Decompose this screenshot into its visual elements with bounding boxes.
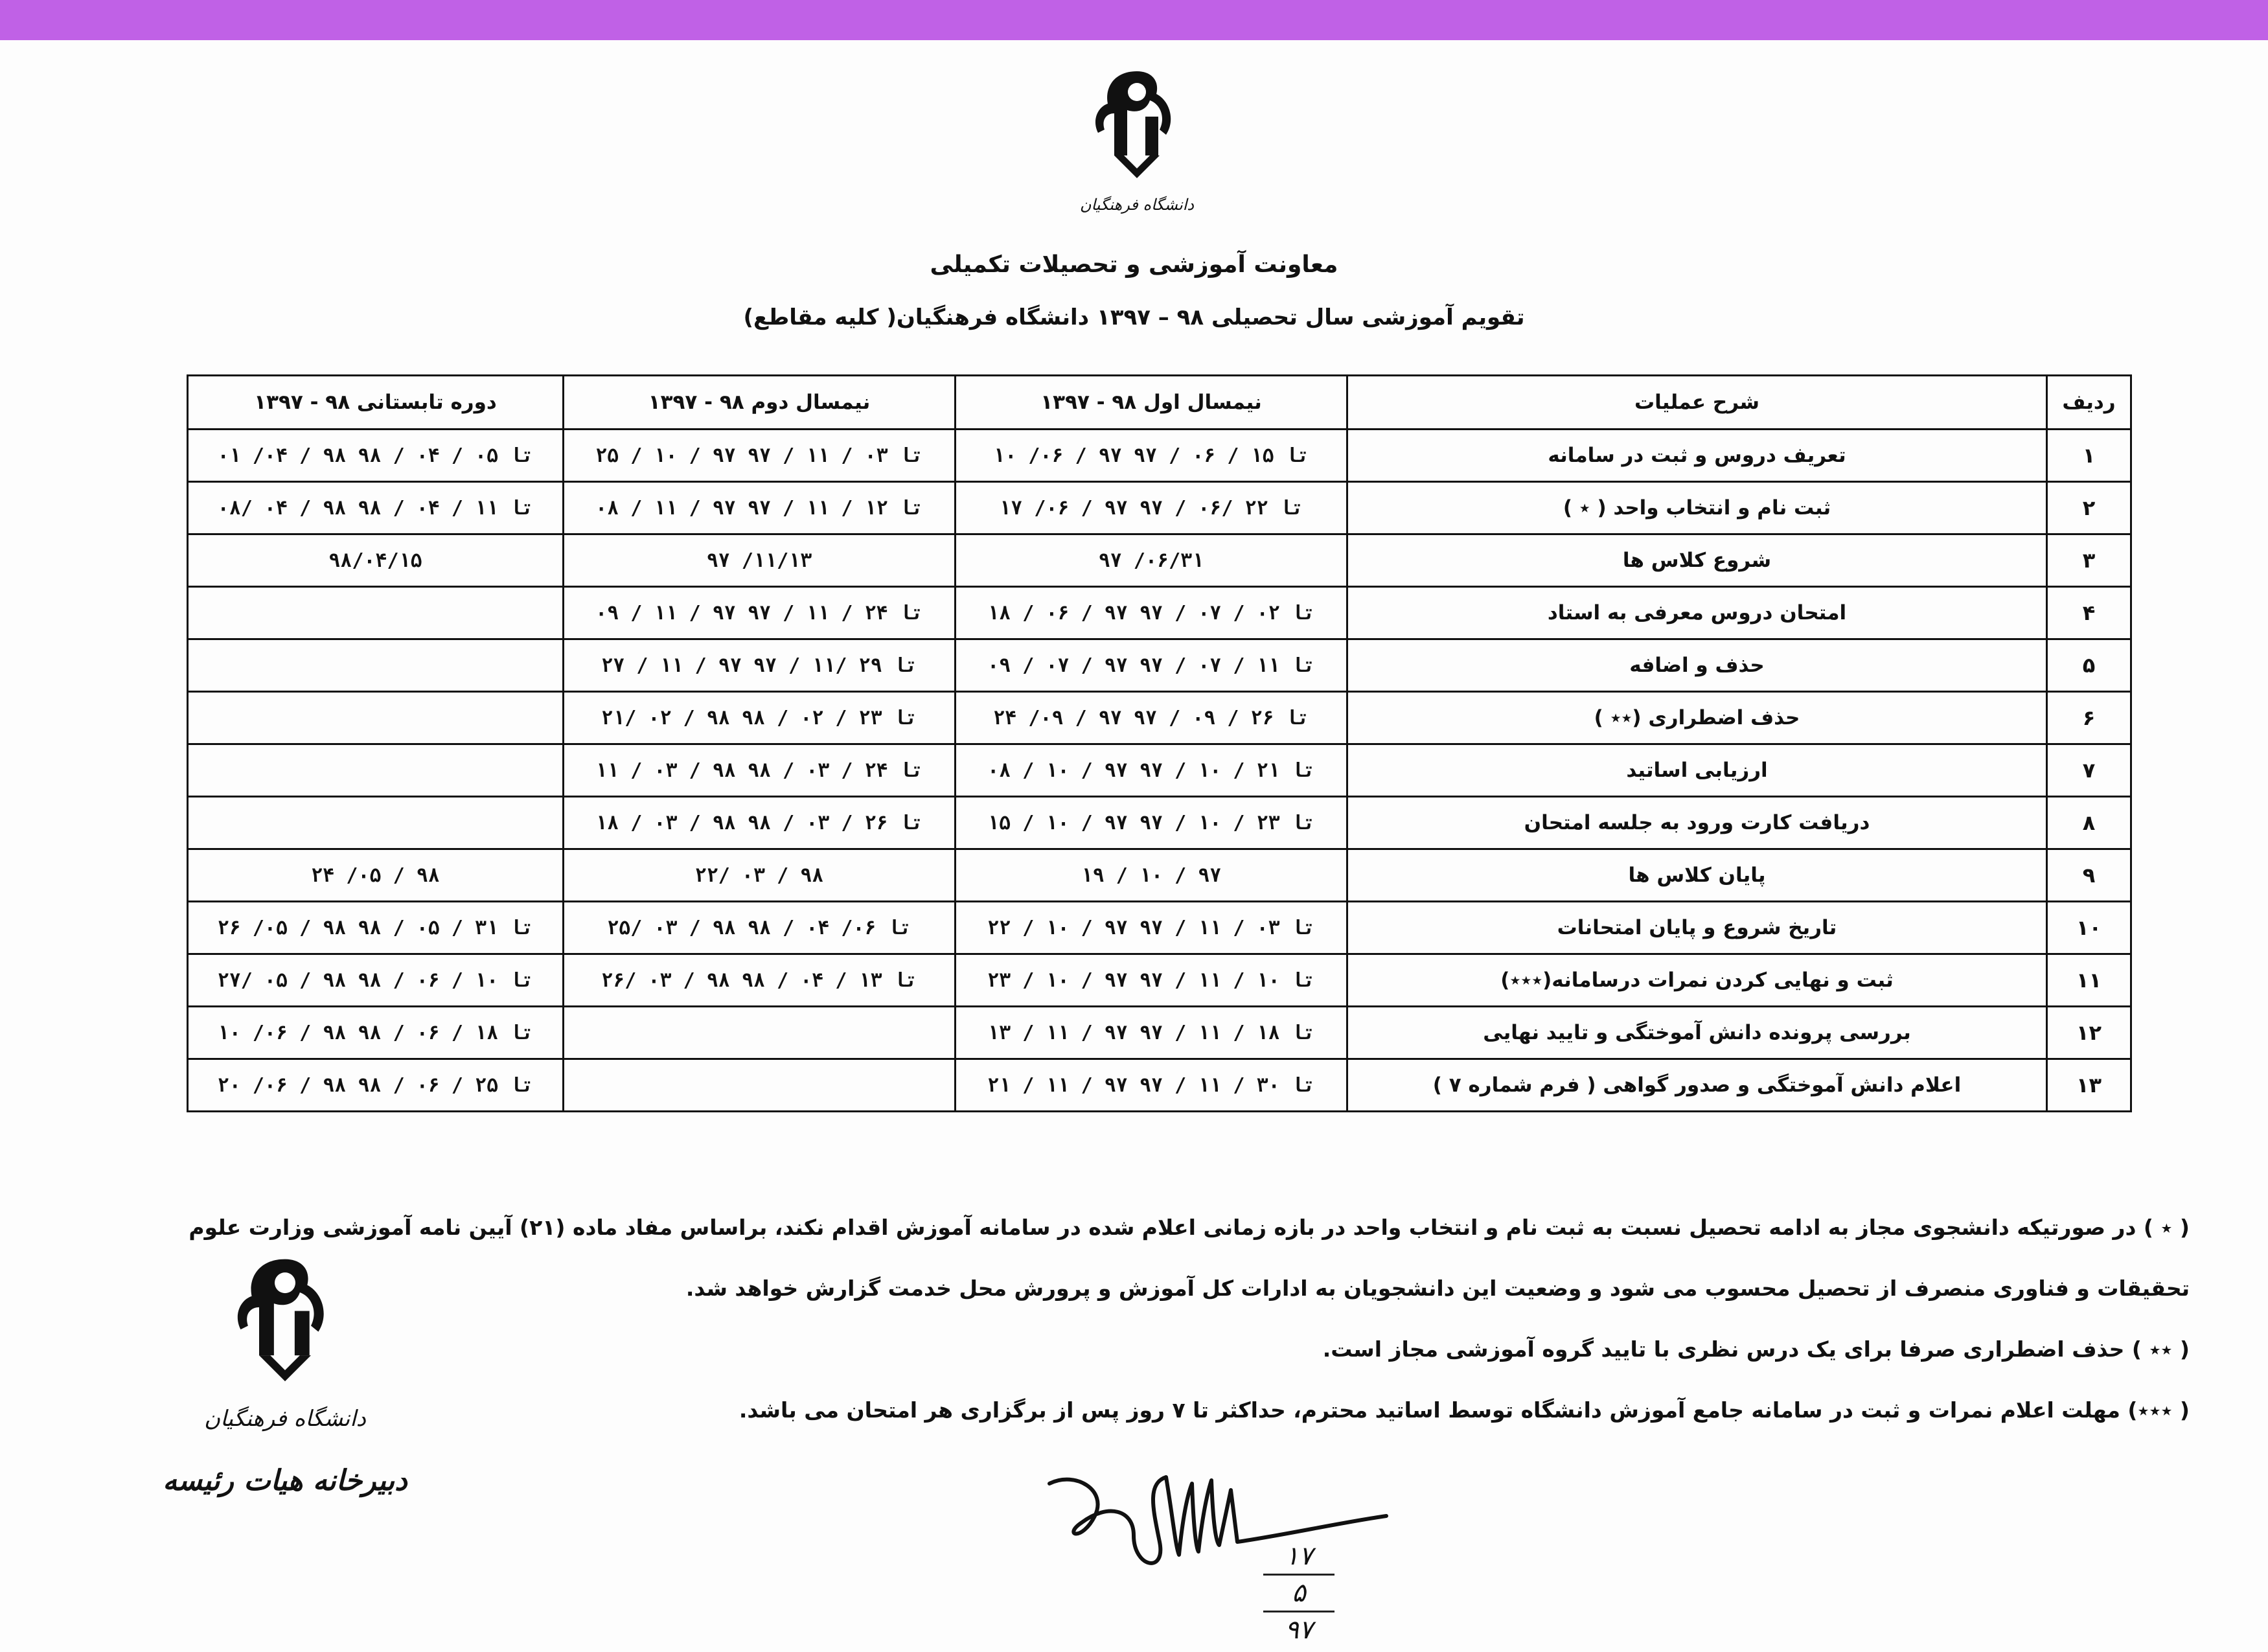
row-sem2-date: ۲۲/ ۰۳ / ۹۸ bbox=[564, 849, 956, 902]
row-summer-date bbox=[188, 692, 564, 744]
row-sem2-date: ۹۷ /۱۱/۱۳ bbox=[564, 534, 956, 587]
row-summer-date: ۱۰ /۰۶ / ۹۸ تا ۱۸ / ۰۶ / ۹۸ bbox=[188, 1007, 564, 1059]
row-number: ۵ bbox=[2047, 639, 2131, 692]
row-sem1-date: ۱۷ /۰۶ / ۹۷ تا ۲۲ /۰۶ / ۹۷ bbox=[956, 482, 1347, 534]
row-sem1-date: ۹۷ /۰۶/۳۱ bbox=[956, 534, 1347, 587]
row-summer-date: ۲۶ /۰۵ / ۹۸ تا ۳۱ / ۰۵ / ۹۸ bbox=[188, 902, 564, 954]
calendar-title: تقویم آموزشی سال تحصیلی ۹۸ – ۱۳۹۷ دانشگاه فرهنگیان( کلیه مقاطع) bbox=[743, 304, 1525, 330]
row-operation: دریافت کارت ورود به جلسه امتحان bbox=[1347, 797, 2047, 849]
row-number: ۱۲ bbox=[2047, 1007, 2131, 1059]
handwritten-signature bbox=[1037, 1445, 1399, 1639]
table-row bbox=[188, 587, 2131, 639]
row-sem1-date: ۲۴ /۰۹ / ۹۷ تا ۲۶ / ۰۹ / ۹۷ bbox=[956, 692, 1347, 744]
row-summer-date: ۹۸/۰۴/۱۵ bbox=[188, 534, 564, 587]
row-summer-date bbox=[188, 797, 564, 849]
row-sem1-date: ۱۸ / ۰۶ / ۹۷ تا ۰۲ / ۰۷ / ۹۷ bbox=[956, 587, 1347, 639]
signature-date-year: ۹۷ bbox=[1285, 1615, 1313, 1645]
row-operation: حذف و اضافه bbox=[1347, 639, 2047, 692]
signature-date-day: ۱۷ bbox=[1263, 1539, 1334, 1576]
row-sem2-date bbox=[564, 1059, 956, 1112]
row-number: ۴ bbox=[2047, 587, 2131, 639]
row-summer-date: ۰۱ /۰۴ / ۹۸ تا ۰۵ / ۰۴ / ۹۸ bbox=[188, 430, 564, 482]
row-operation: اعلام دانش آموختگی و صدور گواهی ( فرم شماره ۷ ) bbox=[1347, 1059, 2047, 1112]
col-header-operation: شرح عملیات bbox=[1347, 376, 2047, 430]
row-sem2-date: ۲۱/ ۰۲ / ۹۸ تا ۲۳ / ۰۲ / ۹۸ bbox=[564, 692, 956, 744]
row-sem2-date bbox=[564, 1007, 956, 1059]
row-sem2-date: ۲۵/ ۰۳ / ۹۸ تا ۰۶/ ۰۴ / ۹۸ bbox=[564, 902, 956, 954]
row-operation: ثبت نام و انتخاب واحد ( ٭ ) bbox=[1347, 482, 2047, 534]
col-header-sem2: نیمسال دوم ۹۸ - ۱۳۹۷ bbox=[564, 376, 956, 430]
table-row bbox=[188, 639, 2131, 692]
row-number: ۳ bbox=[2047, 534, 2131, 587]
footnote-3: ( ٭٭٭) مهلت اعلام نمرات و ثبت در سامانه جامع آموزش دانشگاه توسط اساتید محترم، حداکثر تا ۷ روز پس از برگزاری هر امتحان می باشد. bbox=[739, 1397, 2190, 1423]
secretariat-stamp bbox=[155, 1244, 415, 1516]
row-summer-date: ۲۷/ ۰۵ / ۹۸ تا ۱۰ / ۰۶ / ۹۸ bbox=[188, 954, 564, 1007]
top-color-bar bbox=[0, 0, 2268, 40]
row-sem2-date: ۲۵ / ۱۰ / ۹۷ تا ۰۳ / ۱۱ / ۹۷ bbox=[564, 430, 956, 482]
footnote-1-line-1: ( ٭ ) در صورتیکه دانشجوی مجاز به ادامه تحصیل نسبت به ثبت نام و انتخاب واحد در بازه زمانی اعلام شده در سامانه آموزش اقدام نکند، براساس مفاد ماده (۲۱) آیین نامه آموزشی وزارت علوم bbox=[189, 1215, 2190, 1240]
row-summer-date: ۲۴ /۰۵ / ۹۸ bbox=[188, 849, 564, 902]
row-operation: شروع کلاس ها bbox=[1347, 534, 2047, 587]
row-number: ۹ bbox=[2047, 849, 2131, 902]
row-number: ۷ bbox=[2047, 744, 2131, 797]
row-number: ۱ bbox=[2047, 430, 2131, 482]
university-emblem-icon bbox=[1069, 58, 1205, 188]
row-operation: ثبت و نهایی کردن نمرات درسامانه(٭٭٭) bbox=[1347, 954, 2047, 1007]
row-sem1-date: ۰۸ / ۱۰ / ۹۷ تا ۲۱ / ۱۰ / ۹۷ bbox=[956, 744, 1347, 797]
row-number: ۱۰ bbox=[2047, 902, 2131, 954]
row-summer-date bbox=[188, 744, 564, 797]
row-sem1-date: ۲۲ / ۱۰ / ۹۷ تا ۰۳ / ۱۱ / ۹۷ bbox=[956, 902, 1347, 954]
table-header-row bbox=[188, 376, 2131, 430]
row-number: ۲ bbox=[2047, 482, 2131, 534]
row-sem2-date: ۱۱ / ۰۳ / ۹۸ تا ۲۴ / ۰۳ / ۹۸ bbox=[564, 744, 956, 797]
row-sem1-date: ۱۵ / ۱۰ / ۹۷ تا ۲۳ / ۱۰ / ۹۷ bbox=[956, 797, 1347, 849]
row-sem2-date: ۲۶/ ۰۳ / ۹۸ تا ۱۳ / ۰۴ / ۹۸ bbox=[564, 954, 956, 1007]
table-row bbox=[188, 534, 2131, 587]
table-row bbox=[188, 482, 2131, 534]
university-emblem-icon bbox=[207, 1244, 363, 1393]
row-summer-date bbox=[188, 587, 564, 639]
row-sem2-date: ۲۷ / ۱۱ / ۹۷ تا ۲۹ /۱۱ / ۹۷ bbox=[564, 639, 956, 692]
row-operation: پایان کلاس ها bbox=[1347, 849, 2047, 902]
table-row bbox=[188, 849, 2131, 902]
table-row bbox=[188, 1059, 2131, 1112]
row-operation: تاریخ شروع و پایان امتحانات bbox=[1347, 902, 2047, 954]
table-row bbox=[188, 902, 2131, 954]
row-number: ۱۱ bbox=[2047, 954, 2131, 1007]
row-sem1-date: ۲۳ / ۱۰ / ۹۷ تا ۱۰ / ۱۱ / ۹۷ bbox=[956, 954, 1347, 1007]
signature-date-month: ۵ bbox=[1263, 1576, 1334, 1612]
row-summer-date: ۰۸/ ۰۴ / ۹۸ تا ۱۱ / ۰۴ / ۹۸ bbox=[188, 482, 564, 534]
row-summer-date bbox=[188, 639, 564, 692]
col-header-row-no: ردیف bbox=[2047, 376, 2131, 430]
academic-calendar-table bbox=[187, 374, 2132, 1112]
signature-date bbox=[1263, 1539, 1334, 1647]
row-summer-date: ۲۰ /۰۶ / ۹۸ تا ۲۵ / ۰۶ / ۹۸ bbox=[188, 1059, 564, 1112]
row-sem2-date: ۰۹ / ۱۱ / ۹۷ تا ۲۴ / ۱۱ / ۹۷ bbox=[564, 587, 956, 639]
table-row bbox=[188, 430, 2131, 482]
signature-scribble-icon bbox=[1037, 1445, 1399, 1639]
row-number: ۸ bbox=[2047, 797, 2131, 849]
row-operation: تعریف دروس و ثبت در سامانه bbox=[1347, 430, 2047, 482]
row-operation: بررسی پرونده دانش آموختگی و تایید نهایی bbox=[1347, 1007, 2047, 1059]
logo-caption: دانشگاه فرهنگیان bbox=[1079, 196, 1195, 214]
table-row bbox=[188, 797, 2131, 849]
row-operation: حذف اضطراری (٭٭ ) bbox=[1347, 692, 2047, 744]
row-sem1-date: ۰۹ / ۰۷ / ۹۷ تا ۱۱ / ۰۷ / ۹۷ bbox=[956, 639, 1347, 692]
table-row bbox=[188, 1007, 2131, 1059]
row-number: ۱۳ bbox=[2047, 1059, 2131, 1112]
row-number: ۶ bbox=[2047, 692, 2131, 744]
table-row bbox=[188, 692, 2131, 744]
col-header-summer: دوره تابستانی ۹۸ - ۱۳۹۷ bbox=[188, 376, 564, 430]
row-sem2-date: ۱۸ / ۰۳ / ۹۸ تا ۲۶ / ۰۳ / ۹۸ bbox=[564, 797, 956, 849]
row-operation: امتحان دروس معرفی به استاد bbox=[1347, 587, 2047, 639]
col-header-sem1: نیمسال اول ۹۸ - ۱۳۹۷ bbox=[956, 376, 1347, 430]
table-row bbox=[188, 744, 2131, 797]
row-sem1-date: ۲۱ / ۱۱ / ۹۷ تا ۳۰ / ۱۱ / ۹۷ bbox=[956, 1059, 1347, 1112]
stamp-caption-secretariat: دبیرخانه هیات رئیسه bbox=[163, 1464, 407, 1497]
org-title: معاونت آموزشی و تحصیلات تکمیلی bbox=[930, 251, 1338, 278]
table-row bbox=[188, 954, 2131, 1007]
footnote-2: ( ٭٭ ) حذف اضطراری صرفا برای یک درس نظری با تایید گروه آموزشی مجاز است. bbox=[1322, 1337, 2190, 1362]
row-sem1-date: ۱۳ / ۱۱ / ۹۷ تا ۱۸ / ۱۱ / ۹۷ bbox=[956, 1007, 1347, 1059]
row-sem1-date: ۱۹ / ۱۰ / ۹۷ bbox=[956, 849, 1347, 902]
footnote-1-line-2: تحقیقات و فناوری منصرف از تحصیل محسوب می شود و وضعیت این دانشجویان به ادارات کل آموزش و پرورش محل خدمت گزارش خواهد شد. bbox=[685, 1276, 2190, 1301]
stamp-caption-university: دانشگاه فرهنگیان bbox=[204, 1406, 366, 1432]
university-logo bbox=[1069, 58, 1205, 227]
row-operation: ارزیابی اساتید bbox=[1347, 744, 2047, 797]
row-sem1-date: ۱۰ /۰۶ / ۹۷ تا ۱۵ / ۰۶ / ۹۷ bbox=[956, 430, 1347, 482]
row-sem2-date: ۰۸ / ۱۱ / ۹۷ تا ۱۲ / ۱۱ / ۹۷ bbox=[564, 482, 956, 534]
